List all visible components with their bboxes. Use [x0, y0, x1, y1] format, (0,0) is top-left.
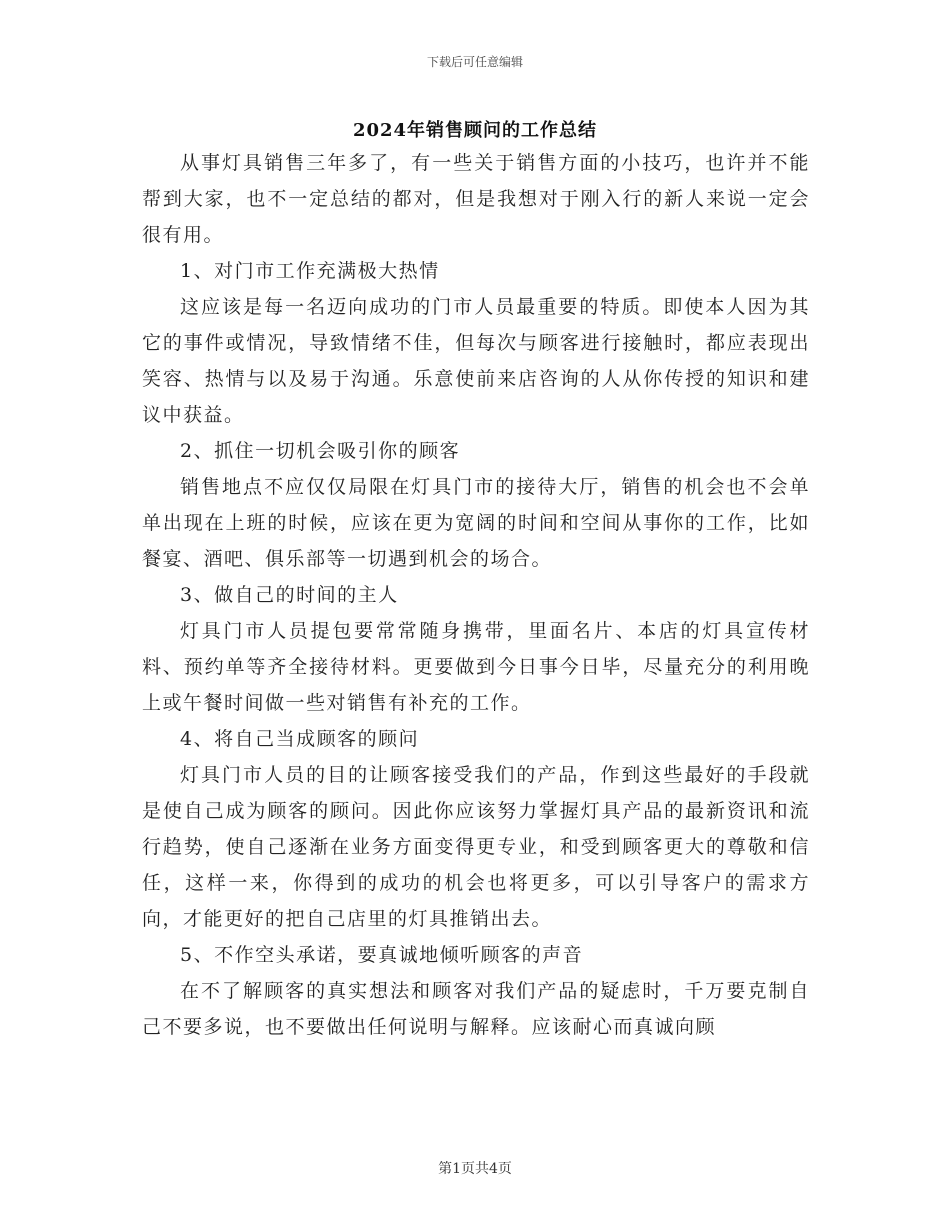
paragraph-1: 这应该是每一名迈向成功的门市人员最重要的特质。即使本人因为其它的事件或情况，导致情绪不佳，但每次与顾客进行接触时，都应表现出笑容、热情与以及易于沟通。乐意使前来店咨询的人从你传授的知识和建议中获益。: [142, 296, 810, 426]
paragraph-2: 销售地点不应仅仅局限在灯具门市的接待大厅，销售的机会也不会单单出现在上班的时候，应该在更为宽阔的时间和空间从事你的工作，比如餐宴、酒吧、俱乐部等一切遇到机会的场合。: [142, 476, 810, 570]
section-heading-5: 5、不作空头承诺，要真诚地倾听顾客的声音: [180, 944, 584, 966]
page-indicator: 第1页共4页: [438, 1161, 512, 1177]
section-heading-3: 3、做自己的时间的主人: [180, 584, 399, 606]
paragraph-3: 灯具门市人员提包要常常随身携带，里面名片、本店的灯具宣传材料、预约单等齐全接待材料。更要做到今日事今日毕，尽量充分的利用晚上或午餐时间做一些对销售有补充的工作。: [142, 620, 810, 714]
paragraph-4: 灯具门市人员的目的让顾客接受我们的产品，作到这些最好的手段就是使自己成为顾客的顾问。因此你应该努力掌握灯具产品的最新资讯和流行趋势，使自己逐渐在业务方面变得更专业，和受到顾客更大的尊敬和信任，这样一来，你得到的成功的机会也将更多，可以引导客户的需求方向，才能更好的把自己店里的灯具推销出去。: [142, 764, 810, 930]
header-note: 下载后可任意编辑: [426, 55, 523, 69]
document-title: 2024年销售顾问的工作总结: [352, 120, 598, 141]
document-body: [142, 145, 810, 1045]
section-heading-1: 1、对门市工作充满极大热情: [180, 260, 440, 282]
paragraph-5: 在不了解顾客的真实想法和顾客对我们产品的疑虑时，千万要克制自己不要多说，也不要做出任何说明与解释。应该耐心而真诚向顾: [142, 980, 810, 1038]
paragraph-intro: 从事灯具销售三年多了，有一些关于销售方面的小技巧，也许并不能帮到大家，也不一定总结的都对，但是我想对于刚入行的新人来说一定会很有用。: [142, 152, 810, 246]
section-heading-4: 4、将自己当成顾客的顾问: [180, 728, 420, 750]
section-heading-2: 2、抓住一切机会吸引你的顾客: [180, 440, 461, 462]
